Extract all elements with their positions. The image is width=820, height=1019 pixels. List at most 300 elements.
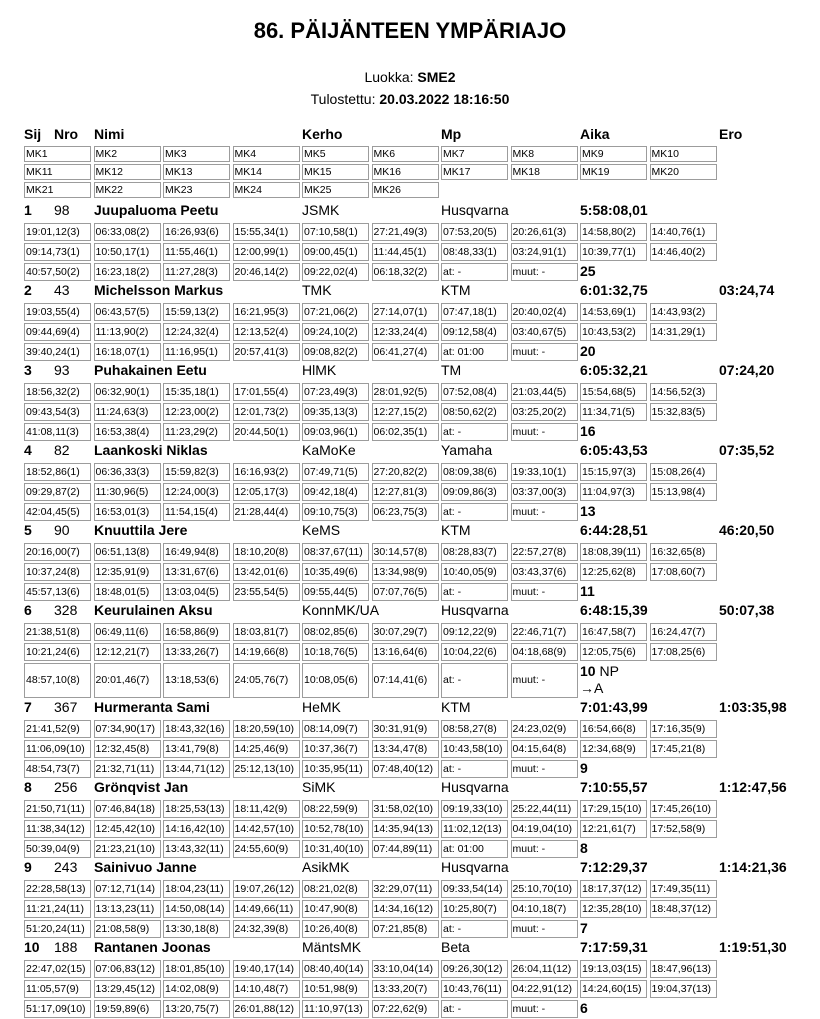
- split-cell: 10:04,22(6): [441, 643, 508, 661]
- split-cell: 16:53,01(3): [94, 503, 161, 521]
- split-cell: 04:19,04(10): [511, 820, 578, 838]
- legend-cell: MK4: [233, 146, 300, 162]
- split-cell: 08:50,62(2): [441, 403, 508, 421]
- rider-club: TMK: [302, 282, 332, 298]
- rider-main-line: [24, 857, 804, 879]
- split-cell: 16:53,38(4): [94, 423, 161, 441]
- split-cell: 07:07,76(5): [372, 583, 439, 601]
- split-cell: 13:16,64(6): [372, 643, 439, 661]
- split-cell: 12:25,62(8): [580, 563, 647, 581]
- split-row: [24, 502, 804, 522]
- rider-position: 9: [24, 859, 32, 875]
- split-cell: 10:35,95(11): [302, 760, 369, 778]
- split-cell: 20:46,14(2): [233, 263, 300, 281]
- legend-cell: MK5: [302, 146, 369, 162]
- rider-note-arrow: →A: [580, 680, 604, 696]
- rider-note: NP: [599, 663, 619, 679]
- legend-cell: MK11: [24, 164, 91, 180]
- split-row: [24, 739, 804, 759]
- header-club: Kerho: [302, 126, 343, 142]
- split-cell: at: 01:00: [441, 840, 508, 858]
- page-title: 86. PÄIJÄNTEEN YMPÄRIAJO: [253, 18, 567, 43]
- split-cell: 27:14,07(1): [372, 303, 439, 321]
- split-cell: 14:24,60(15): [580, 980, 647, 998]
- split-cell: 21:41,52(9): [24, 720, 91, 738]
- rider-number: 243: [54, 859, 78, 875]
- split-cell: 03:24,91(1): [511, 243, 578, 261]
- split-cell: 10:18,76(5): [302, 643, 369, 661]
- split-cell: 07:21,85(8): [372, 920, 439, 938]
- rider-main-line: [24, 360, 804, 382]
- split-cell: 15:15,97(3): [580, 463, 647, 481]
- split-cell: 14:40,76(1): [650, 223, 717, 241]
- split-cell: at: -: [441, 583, 508, 601]
- split-cell: 10:52,78(10): [302, 820, 369, 838]
- split-cell: 11:21,24(11): [24, 900, 91, 918]
- legend-cell: MK24: [233, 182, 300, 198]
- split-cell: 17:45,21(8): [650, 740, 717, 758]
- split-cell: 14:50,08(14): [163, 900, 230, 918]
- split-cell: 13:33,20(7): [372, 980, 439, 998]
- split-cell: 18:08,39(11): [580, 543, 647, 561]
- rider-points: 20: [580, 343, 596, 359]
- split-cell: 12:34,68(9): [580, 740, 647, 758]
- split-cell: 24:32,39(8): [233, 920, 300, 938]
- split-cell: 27:21,49(3): [372, 223, 439, 241]
- rider-gap: 07:24,20: [719, 362, 775, 378]
- split-cell: 12:27,15(2): [372, 403, 439, 421]
- split-cell: muut: -: [511, 760, 578, 778]
- header-num: Nro: [54, 126, 79, 142]
- split-cell: 08:09,38(6): [441, 463, 508, 481]
- rider-position: 5: [24, 522, 32, 538]
- split-cell: 12:23,00(2): [163, 403, 230, 421]
- rider-row: [24, 697, 804, 777]
- rider-number: 98: [54, 202, 70, 218]
- legend-cell: MK15: [302, 164, 369, 180]
- split-cell: 30:07,29(7): [372, 623, 439, 641]
- split-cell: 03:43,37(6): [511, 563, 578, 581]
- legend-cell: MK2: [94, 146, 161, 162]
- split-cell: 18:48,01(5): [94, 583, 161, 601]
- rider-main-line: [24, 777, 804, 799]
- split-cell: 19:59,89(6): [94, 1000, 161, 1018]
- legend-cell: MK26: [372, 182, 439, 198]
- split-cell: 19:04,37(13): [650, 980, 717, 998]
- split-cell: 28:01,92(5): [372, 383, 439, 401]
- split-cell: 20:57,41(3): [233, 343, 300, 361]
- split-cell: 22:47,02(15): [24, 960, 91, 978]
- legend-cell: MK3: [163, 146, 230, 162]
- legend-cell: MK1: [24, 146, 91, 162]
- split-cell: 12:12,21(7): [94, 643, 161, 661]
- rider-gap: 03:24,74: [719, 282, 775, 298]
- split-cell: 09:10,75(3): [302, 503, 369, 521]
- rider-bike: Husqvarna: [441, 779, 509, 795]
- split-cell: 07:06,83(12): [94, 960, 161, 978]
- split-cell: 24:55,60(9): [233, 840, 300, 858]
- rider-row: [24, 200, 804, 280]
- split-cell: 10:37,36(7): [302, 740, 369, 758]
- split-cell: 20:40,02(4): [511, 303, 578, 321]
- split-cell: 08:21,02(8): [302, 880, 369, 898]
- split-row: [24, 919, 804, 939]
- rider-row: [24, 600, 804, 697]
- rider-row: [24, 520, 804, 600]
- split-cell: 26:01,88(12): [233, 1000, 300, 1018]
- split-cell: 03:40,67(5): [511, 323, 578, 341]
- split-cell: 16:49,94(8): [163, 543, 230, 561]
- split-cell: 06:36,33(3): [94, 463, 161, 481]
- split-cell: 22:28,58(13): [24, 880, 91, 898]
- split-cell: 08:48,33(1): [441, 243, 508, 261]
- split-row: [24, 562, 804, 582]
- split-cell: 11:27,28(3): [163, 263, 230, 281]
- split-cell: 07:47,18(1): [441, 303, 508, 321]
- rider-points: 8: [580, 840, 588, 856]
- split-cell: 12:24,32(4): [163, 323, 230, 341]
- split-cell: 07:21,06(2): [302, 303, 369, 321]
- rider-club: HeMK: [302, 699, 341, 715]
- split-cell: 14:43,93(2): [650, 303, 717, 321]
- printed-line: [0, 91, 820, 107]
- split-cell: 11:05,57(9): [24, 980, 91, 998]
- split-cell: 11:54,15(4): [163, 503, 230, 521]
- split-cell: 12:27,81(3): [372, 483, 439, 501]
- rider-main-line: [24, 280, 804, 302]
- split-cell: 14:34,16(12): [372, 900, 439, 918]
- legend-cell: MK6: [372, 146, 439, 162]
- split-cell: 19:13,03(15): [580, 960, 647, 978]
- rider-name: Hurmeranta Sami: [94, 699, 210, 715]
- split-cell: 11:06,09(10): [24, 740, 91, 758]
- split-cell: 08:40,40(14): [302, 960, 369, 978]
- split-cell: 16:47,58(7): [580, 623, 647, 641]
- split-cell: 18:25,53(13): [163, 800, 230, 818]
- split-cell: 06:49,11(6): [94, 623, 161, 641]
- split-cell: 16:16,93(2): [233, 463, 300, 481]
- split-row: [24, 899, 804, 919]
- rider-number: 90: [54, 522, 70, 538]
- split-cell: 06:02,35(1): [372, 423, 439, 441]
- rider-points: 10: [580, 663, 596, 679]
- rider-club: AsikMK: [302, 859, 350, 875]
- legend-cell: MK17: [441, 164, 508, 180]
- rider-main-line: [24, 440, 804, 462]
- rider-points-cell: [580, 760, 588, 777]
- rider-bike: Husqvarna: [441, 202, 509, 218]
- rider-main-line: [24, 200, 804, 222]
- legend-cell: MK10: [650, 146, 717, 162]
- legend-cell: MK18: [511, 164, 578, 180]
- split-cell: 18:01,85(10): [163, 960, 230, 978]
- legend-row: [24, 146, 804, 164]
- rider-time: 5:58:08,01: [580, 202, 648, 218]
- split-cell: 48:57,10(8): [24, 663, 91, 698]
- split-cell: 11:55,46(1): [163, 243, 230, 261]
- split-cell: 11:04,97(3): [580, 483, 647, 501]
- split-row: [24, 662, 804, 699]
- legend-cell: MK12: [94, 164, 161, 180]
- rider-bike: KTM: [441, 522, 471, 538]
- split-cell: 09:19,33(10): [441, 800, 508, 818]
- split-row: [24, 622, 804, 642]
- split-cell: 07:10,58(1): [302, 223, 369, 241]
- split-cell: at: -: [441, 663, 508, 698]
- split-cell: 09:12,58(4): [441, 323, 508, 341]
- split-cell: 17:49,35(11): [650, 880, 717, 898]
- split-cell: 07:46,84(18): [94, 800, 161, 818]
- split-cell: 14:56,52(3): [650, 383, 717, 401]
- legend-cell: MK19: [580, 164, 647, 180]
- split-cell: 10:43,58(10): [441, 740, 508, 758]
- rider-number: 367: [54, 699, 78, 715]
- split-cell: 09:55,44(5): [302, 583, 369, 601]
- split-cell: 09:44,69(4): [24, 323, 91, 341]
- split-cell: 10:31,40(10): [302, 840, 369, 858]
- rider-row: [24, 777, 804, 857]
- rider-row: [24, 360, 804, 440]
- split-cell: 09:43,54(3): [24, 403, 91, 421]
- split-cell: 18:47,96(13): [650, 960, 717, 978]
- split-cell: 10:40,05(9): [441, 563, 508, 581]
- split-cell: 14:49,66(11): [233, 900, 300, 918]
- rider-position: 2: [24, 282, 32, 298]
- split-cell: 12:33,24(4): [372, 323, 439, 341]
- split-cell: 07:14,41(6): [372, 663, 439, 698]
- split-cell: 13:03,04(5): [163, 583, 230, 601]
- split-cell: 30:31,91(9): [372, 720, 439, 738]
- split-cell: 51:17,09(10): [24, 1000, 91, 1018]
- rider-time: 6:44:28,51: [580, 522, 648, 538]
- rider-club: JSMK: [302, 202, 340, 218]
- rider-gap: 1:12:47,56: [719, 779, 787, 795]
- split-cell: 10:51,98(9): [302, 980, 369, 998]
- split-cell: muut: -: [511, 583, 578, 601]
- rider-main-line: [24, 520, 804, 542]
- rider-name: Sainivuo Janne: [94, 859, 197, 875]
- header-gap: Ero: [719, 126, 743, 142]
- split-cell: 23:55,54(5): [233, 583, 300, 601]
- split-cell: 15:08,26(4): [650, 463, 717, 481]
- legend-cell: MK20: [650, 164, 717, 180]
- split-cell: 09:35,13(3): [302, 403, 369, 421]
- split-cell: 07:48,40(12): [372, 760, 439, 778]
- split-cell: 17:16,35(9): [650, 720, 717, 738]
- split-cell: 10:37,24(8): [24, 563, 91, 581]
- split-cell: 14:02,08(9): [163, 980, 230, 998]
- class-line: [0, 69, 820, 85]
- split-cell: 10:21,24(6): [24, 643, 91, 661]
- split-cell: 07:52,08(4): [441, 383, 508, 401]
- rider-name: Knuuttila Jere: [94, 522, 188, 538]
- rider-points-cell: [580, 583, 595, 600]
- legend-cell: MK23: [163, 182, 230, 198]
- rider-name: Michelsson Markus: [94, 282, 224, 298]
- split-cell: at: -: [441, 920, 508, 938]
- split-cell: 18:52,86(1): [24, 463, 91, 481]
- split-cell: 09:24,10(2): [302, 323, 369, 341]
- split-cell: 19:01,12(3): [24, 223, 91, 241]
- rider-time: 7:12:29,37: [580, 859, 648, 875]
- class-label: Luokka:: [364, 69, 414, 85]
- split-cell: 14:58,80(2): [580, 223, 647, 241]
- rider-points: 16: [580, 423, 596, 439]
- split-cell: 09:22,02(4): [302, 263, 369, 281]
- split-cell: 14:19,66(8): [233, 643, 300, 661]
- split-cell: 06:23,75(3): [372, 503, 439, 521]
- split-cell: 11:23,29(2): [163, 423, 230, 441]
- rider-club: SiMK: [302, 779, 336, 795]
- split-cell: 13:30,18(8): [163, 920, 230, 938]
- rider-main-line: [24, 697, 804, 719]
- stage-legend: [24, 146, 804, 200]
- split-cell: muut: -: [511, 840, 578, 858]
- legend-cell: MK25: [302, 182, 369, 198]
- split-cell: 16:24,47(7): [650, 623, 717, 641]
- split-row: [24, 322, 804, 342]
- rider-time: 6:48:15,39: [580, 602, 648, 618]
- rider-row: [24, 937, 804, 1017]
- split-cell: 18:03,81(7): [233, 623, 300, 641]
- split-cell: 18:17,37(12): [580, 880, 647, 898]
- split-cell: 22:57,27(8): [511, 543, 578, 561]
- legend-cell: MK21: [24, 182, 91, 198]
- split-cell: 13:18,53(6): [163, 663, 230, 698]
- split-row: [24, 422, 804, 442]
- split-cell: 21:32,71(11): [94, 760, 161, 778]
- split-cell: muut: -: [511, 263, 578, 281]
- split-cell: 13:13,23(11): [94, 900, 161, 918]
- split-cell: 13:41,79(8): [163, 740, 230, 758]
- split-cell: 13:34,98(9): [372, 563, 439, 581]
- split-cell: at: 01:00: [441, 343, 508, 361]
- split-cell: 10:39,77(1): [580, 243, 647, 261]
- split-row: [24, 262, 804, 282]
- split-cell: 16:58,86(9): [163, 623, 230, 641]
- split-cell: 09:08,82(2): [302, 343, 369, 361]
- split-cell: 40:57,50(2): [24, 263, 91, 281]
- split-cell: 19:40,17(14): [233, 960, 300, 978]
- split-cell: 17:52,58(9): [650, 820, 717, 838]
- rider-number: 328: [54, 602, 78, 618]
- split-cell: 15:59,13(2): [163, 303, 230, 321]
- split-cell: 13:43,32(11): [163, 840, 230, 858]
- split-cell: 10:50,17(1): [94, 243, 161, 261]
- header-name: Nimi: [94, 126, 125, 142]
- split-cell: 13:29,45(12): [94, 980, 161, 998]
- rider-club: HlMK: [302, 362, 337, 378]
- split-cell: 19:07,26(12): [233, 880, 300, 898]
- rider-time: 6:05:43,53: [580, 442, 648, 458]
- split-cell: 18:04,23(11): [163, 880, 230, 898]
- legend-cell: MK14: [233, 164, 300, 180]
- rider-gap: 1:14:21,36: [719, 859, 787, 875]
- rider-points-cell: [580, 423, 596, 440]
- split-cell: 11:13,90(2): [94, 323, 161, 341]
- split-cell: 12:05,17(3): [233, 483, 300, 501]
- split-cell: 18:56,32(2): [24, 383, 91, 401]
- rider-main-line: [24, 600, 804, 622]
- rider-row: [24, 280, 804, 360]
- split-cell: 11:44,45(1): [372, 243, 439, 261]
- split-cell: 07:44,89(11): [372, 840, 439, 858]
- split-cell: 27:20,82(2): [372, 463, 439, 481]
- split-row: [24, 959, 804, 979]
- rider-points-cell: [580, 840, 588, 857]
- rider-gap: 07:35,52: [719, 442, 775, 458]
- rider-number: 188: [54, 939, 78, 955]
- split-cell: 51:20,24(11): [24, 920, 91, 938]
- split-cell: 17:45,26(10): [650, 800, 717, 818]
- split-cell: muut: -: [511, 343, 578, 361]
- results-table: [24, 124, 804, 1017]
- rider-points-cell: [580, 503, 596, 520]
- split-cell: 26:04,11(12): [511, 960, 578, 978]
- split-cell: 15:59,82(3): [163, 463, 230, 481]
- split-cell: 09:09,86(3): [441, 483, 508, 501]
- split-cell: 22:46,71(7): [511, 623, 578, 641]
- split-cell: 07:23,49(3): [302, 383, 369, 401]
- split-cell: 08:02,85(6): [302, 623, 369, 641]
- split-cell: 06:51,13(8): [94, 543, 161, 561]
- rider-club: MäntsMK: [302, 939, 362, 955]
- split-cell: 17:08,25(6): [650, 643, 717, 661]
- split-cell: 11:10,97(13): [302, 1000, 369, 1018]
- split-cell: 50:39,04(9): [24, 840, 91, 858]
- split-cell: 16:32,65(8): [650, 543, 717, 561]
- split-cell: 16:21,95(3): [233, 303, 300, 321]
- split-cell: 13:31,67(6): [163, 563, 230, 581]
- legend-cell: MK13: [163, 164, 230, 180]
- split-cell: 14:25,46(9): [233, 740, 300, 758]
- rider-points: 25: [580, 263, 596, 279]
- split-row: [24, 839, 804, 859]
- split-cell: 07:12,71(14): [94, 880, 161, 898]
- split-cell: 20:26,61(3): [511, 223, 578, 241]
- split-cell: 07:22,62(9): [372, 1000, 439, 1018]
- split-cell: 15:55,34(1): [233, 223, 300, 241]
- legend-cell: MK16: [372, 164, 439, 180]
- split-cell: 08:22,59(9): [302, 800, 369, 818]
- split-cell: 04:15,64(8): [511, 740, 578, 758]
- split-cell: 24:05,76(7): [233, 663, 300, 698]
- split-cell: 09:42,18(4): [302, 483, 369, 501]
- split-row: [24, 999, 804, 1019]
- split-cell: 16:18,07(1): [94, 343, 161, 361]
- split-cell: 12:21,61(7): [580, 820, 647, 838]
- rider-number: 82: [54, 442, 70, 458]
- rider-name: Rantanen Joonas: [94, 939, 211, 955]
- legend-cell: MK8: [511, 146, 578, 162]
- split-cell: 13:20,75(7): [163, 1000, 230, 1018]
- split-cell: 11:38,34(12): [24, 820, 91, 838]
- split-cell: 17:08,60(7): [650, 563, 717, 581]
- table-header: [24, 124, 804, 146]
- split-cell: 14:31,29(1): [650, 323, 717, 341]
- split-cell: muut: -: [511, 423, 578, 441]
- split-row: [24, 542, 804, 562]
- split-cell: 20:44,50(1): [233, 423, 300, 441]
- rider-points-cell: [580, 920, 588, 937]
- split-cell: 18:48,37(12): [650, 900, 717, 918]
- rider-points: 9: [580, 760, 588, 776]
- rider-row: [24, 440, 804, 520]
- split-cell: 16:23,18(2): [94, 263, 161, 281]
- split-cell: 10:26,40(8): [302, 920, 369, 938]
- split-row: [24, 582, 804, 602]
- split-cell: 04:18,68(9): [511, 643, 578, 661]
